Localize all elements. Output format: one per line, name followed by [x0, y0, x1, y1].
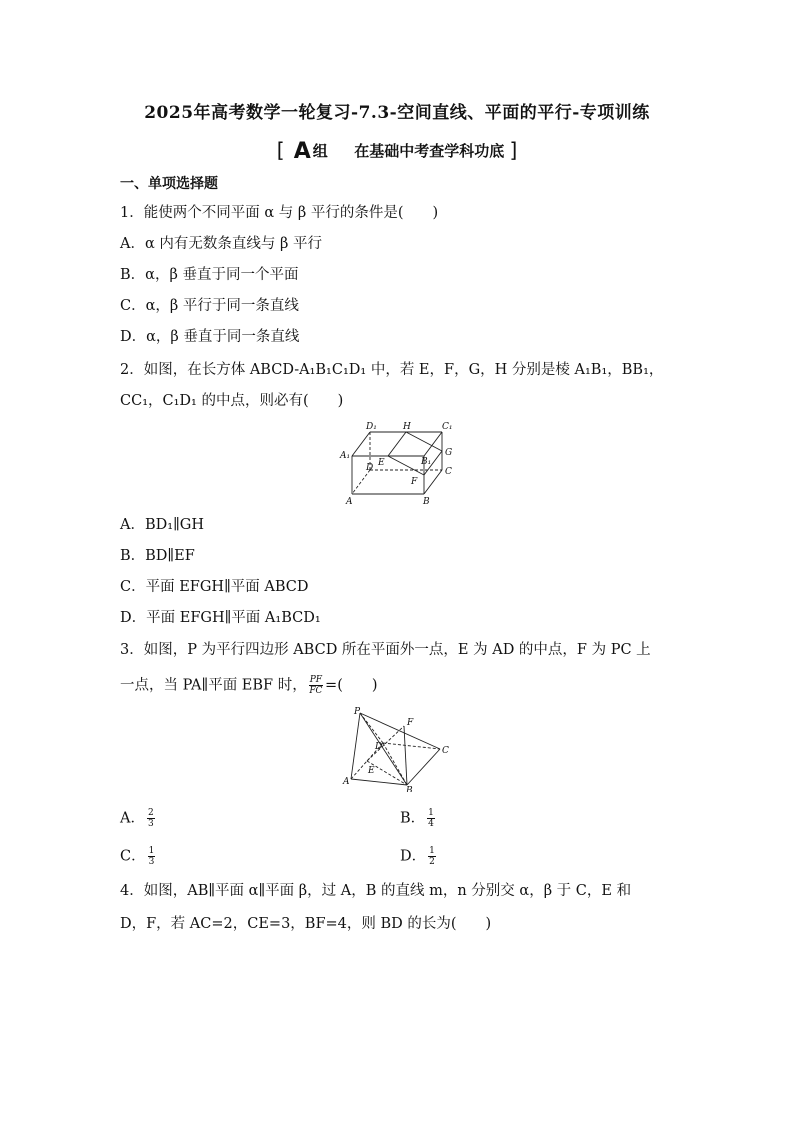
- group-description: 在基础中考查学科功底: [354, 142, 505, 160]
- label-c1: C₁: [442, 422, 453, 432]
- q2-option-c: C．平面 EFGH∥平面 ABCD: [120, 579, 309, 595]
- document-title: 2025年高考数学一轮复习-7.3-空间直线、平面的平行-专项训练: [144, 103, 650, 123]
- q3-option-b: B． $\frac{1}{4}$: [400, 808, 434, 829]
- q1-stem: 1．能使两个不同平面 α 与 β 平行的条件是( ): [120, 205, 439, 221]
- q3-stem-line2: [120, 675, 378, 696]
- group-header: [0, 138, 794, 164]
- q3-option-a: A． $\frac{2}{3}$: [120, 808, 154, 829]
- label-b: B: [423, 497, 430, 507]
- q3-option-b-fraction: $\frac{1}{4}$: [428, 808, 434, 829]
- q3-stem-line1: 3．如图，P 为平行四边形 ABCD 所在平面外一点，E 为 AD 的中点，F 为 PC 上: [120, 642, 651, 658]
- q3-option-d: D． $\frac{1}{2}$: [400, 846, 435, 867]
- pyramid-figure: [338, 706, 456, 792]
- bracket-close: ]: [509, 138, 518, 162]
- group-label: 组: [312, 142, 328, 160]
- label-h: H: [403, 422, 411, 432]
- q1-option-a: A．α 内有无数条直线与 β 平行: [120, 236, 322, 252]
- label-c: C: [445, 467, 452, 477]
- q3-option-c: C． $\frac{1}{3}$: [120, 846, 155, 867]
- q3-ratio-fraction: $\frac{PF}{FC}$: [309, 675, 323, 696]
- q3-option-d-fraction: $\frac{1}{2}$: [429, 846, 435, 867]
- label-d1: D₁: [366, 422, 377, 432]
- label-e: E: [368, 766, 375, 776]
- label-a: A: [346, 497, 353, 507]
- label-a: A: [343, 777, 350, 787]
- q1-option-d: D．α，β 垂直于同一条直线: [120, 329, 300, 345]
- bracket-open: [: [276, 138, 285, 162]
- label-a1: A₁: [340, 451, 351, 461]
- q3-stem-end: =( ): [325, 677, 378, 694]
- label-f: F: [411, 477, 418, 487]
- label-b1: B₁: [421, 457, 432, 467]
- label-g: G: [445, 448, 453, 458]
- label-d: D: [366, 463, 374, 473]
- label-b: B: [406, 786, 413, 792]
- q2-stem-line2: CC₁，C₁D₁ 的中点，则必有( ): [120, 393, 344, 409]
- label-c: C: [442, 746, 449, 756]
- group-badge: A: [293, 139, 311, 164]
- q2-stem-line1: 2．如图，在长方体 ABCD-A₁B₁C₁D₁ 中，若 E，F，G，H 分别是棱 A₁B₁，BB₁，: [120, 362, 664, 378]
- q3-option-c-fraction: $\frac{1}{3}$: [148, 846, 155, 867]
- q4-stem-line2: D，F，若 AC=2，CE=3，BF=4，则 BD 的长为( ): [120, 916, 492, 932]
- cuboid-figure: [336, 418, 464, 510]
- q2-option-b: B．BD∥EF: [120, 548, 195, 564]
- label-f: F: [407, 718, 414, 728]
- q4-stem-line1: 4．如图，AB∥平面 α∥平面 β，过 A，B 的直线 m，n 分别交 α，β 于 C，E 和: [120, 883, 632, 899]
- label-d: D: [375, 742, 383, 752]
- label-e: E: [378, 458, 385, 468]
- q2-option-d: D．平面 EFGH∥平面 A₁BCD₁: [120, 610, 321, 626]
- label-p: P: [354, 707, 361, 717]
- q1-option-b: B．α，β 垂直于同一个平面: [120, 267, 299, 283]
- q3-stem-text: 一点，当 PA∥平面 EBF 时，: [120, 677, 307, 694]
- q1-option-c: C．α，β 平行于同一条直线: [120, 298, 299, 314]
- section-heading: 一、单项选择题: [120, 176, 218, 192]
- q2-option-a: A．BD₁∥GH: [120, 517, 204, 533]
- q3-option-a-fraction: $\frac{2}{3}$: [147, 808, 154, 829]
